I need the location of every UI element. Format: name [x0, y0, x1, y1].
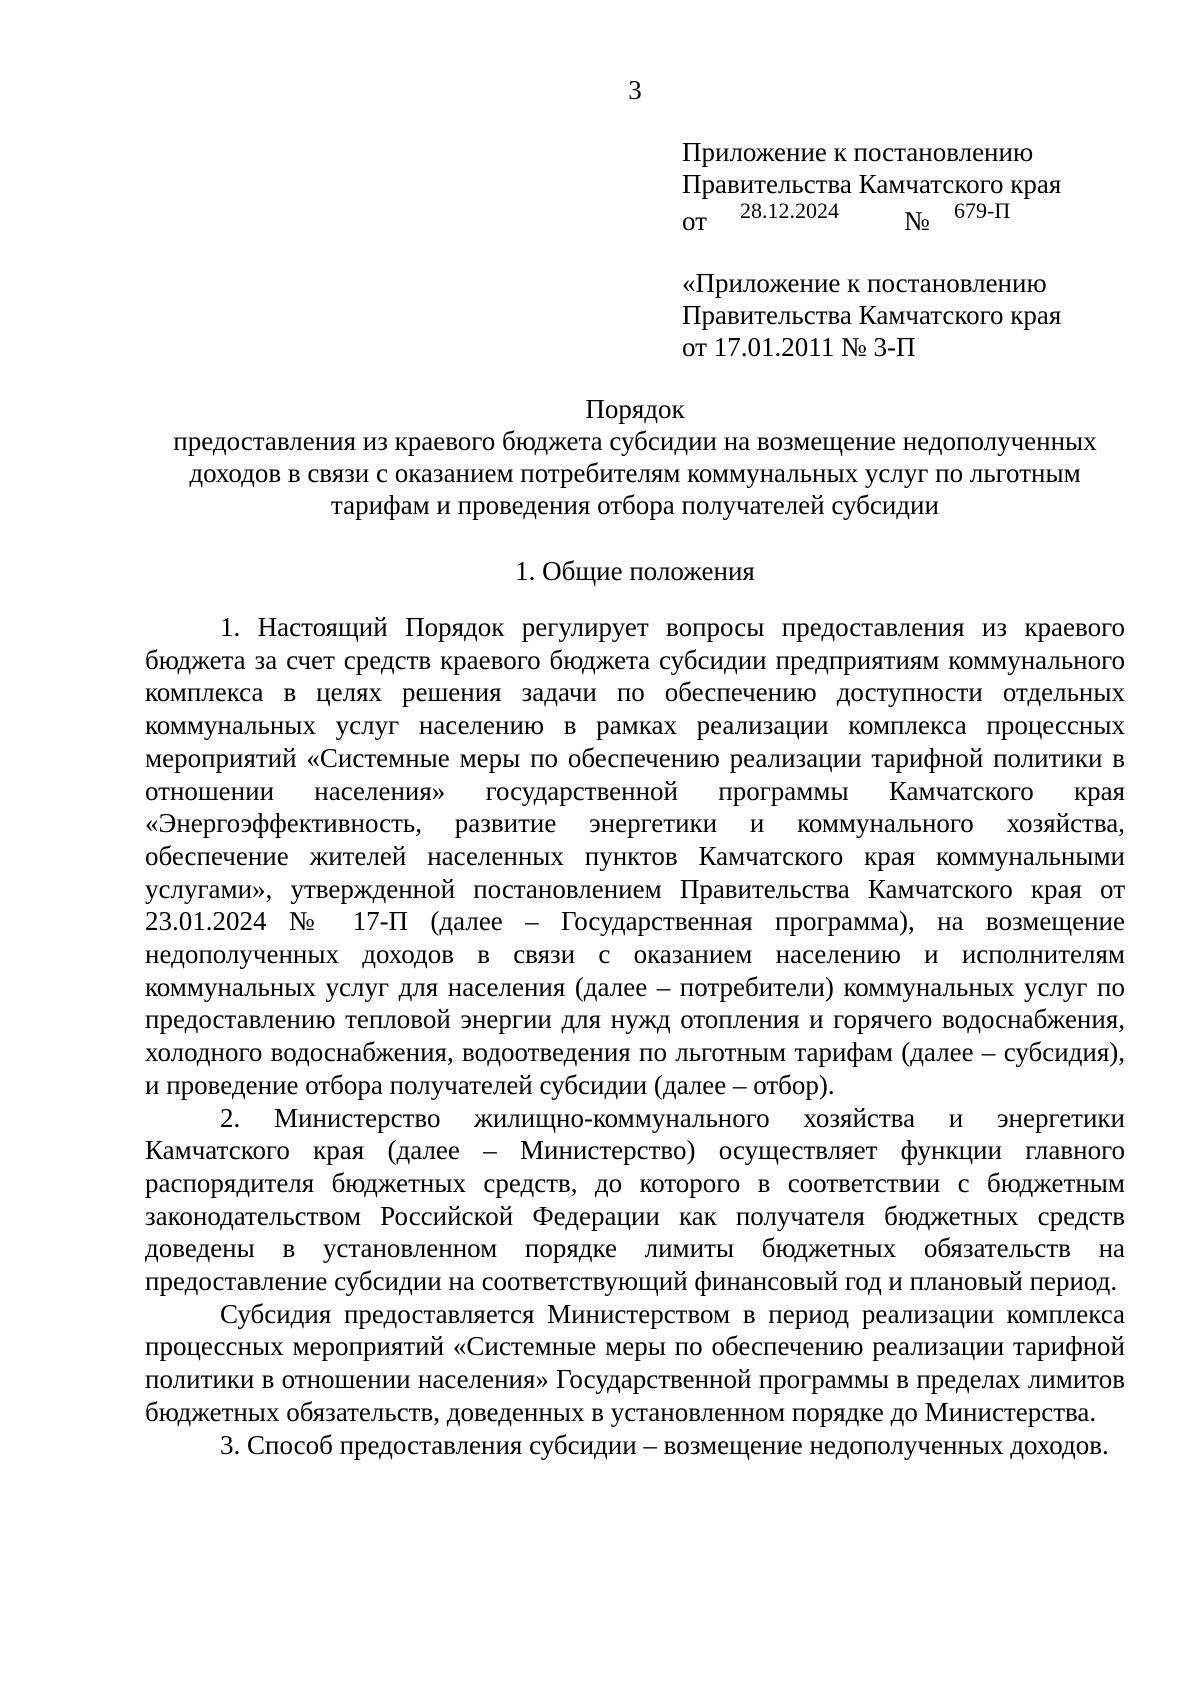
- paragraph-1: 1. Настоящий Порядок регулирует вопросы предоставления из краевого бюджета за счет средств краевого бюджета субсидии предприятиям коммунального комплекса в целях решения задачи по обеспечению доступности отдельных коммунальных услуг населению в рамках реализации комплекса процессных мероприятий «Системные меры по обеспечению реализации тарифной политики в отношении населения» государственной программы Камчатского края «Энергоэффективность, развитие энергетики и коммунального хозяйства, обеспечение жителей населенных пунктов Камчатского края коммунальными услугами», утвержденной постановлением Правительства Камчатского края от 23.01.2024 № 17-П (далее – Государственная программа), на возмещение недополученных доходов в связи с оказанием населению и исполнителям коммунальных услуг для населения (далее – потребители) коммунальных услуг по предоставлению тепловой энергии для нужд отопления и горячего водоснабжения, холодного водоснабжения, водоотведения по льготным тарифам (далее – субсидия), и проведение отбора получателей субсидии (далее – отбор).: [145, 612, 1125, 1100]
- section-heading: 1. Общие положения: [515, 556, 755, 586]
- title-line1: Порядок: [585, 394, 685, 424]
- document-title: [145, 393, 1125, 521]
- date-prefix: от: [682, 206, 707, 236]
- appendix-original-line2: Правительства Камчатского края: [682, 300, 1062, 330]
- page-number: 3: [628, 75, 642, 105]
- appendix-current-line1: Приложение к постановлению: [682, 137, 1034, 167]
- paragraph-4: 3. Способ предоставления субсидии – возмещение недополученных доходов.: [220, 1429, 1109, 1460]
- date-value: 28.12.2024: [740, 198, 839, 223]
- number-value: 679-П: [954, 198, 1011, 223]
- number-prefix: №: [904, 206, 930, 236]
- paragraph-3: Субсидия предоставляется Министерством в период реализации комплекса процессных мероприятий «Системные меры по обеспечению реализации тарифной политики в отношении населения» Государственной программы в пределах лимитов бюджетных обязательств, доведенных в установленном порядке до Министерства.: [145, 1298, 1125, 1427]
- paragraph-2: 2. Министерство жилищно-коммунального хозяйства и энергетики Камчатского края (далее – Министерство) осуществляет функции главного распорядителя бюджетных средств, до которого в соответствии с бюджетным законодательством Российской Федерации как получателя бюджетных средств доведены в установленном порядке лимиты бюджетных обязательств на предоставление субсидии на соответствующий финансовый год и плановый период.: [145, 1102, 1125, 1297]
- title-line2: предоставления из краевого бюджета субсидии на возмещение недополученных доходов в связи с оказанием потребителям коммунальных услуг по льготным тарифам и проведения отбора получателей субсидии: [173, 426, 1097, 520]
- appendix-original-line1: «Приложение к постановлению: [682, 268, 1047, 298]
- appendix-current-date-line: [682, 200, 1182, 238]
- appendix-current-line2: Правительства Камчатского края: [682, 169, 1062, 199]
- appendix-current-block: [682, 136, 1182, 238]
- body-text: [145, 611, 1125, 1461]
- appendix-original-block: [682, 267, 1182, 363]
- appendix-original-line3: от 17.01.2011 № 3-П: [682, 332, 916, 362]
